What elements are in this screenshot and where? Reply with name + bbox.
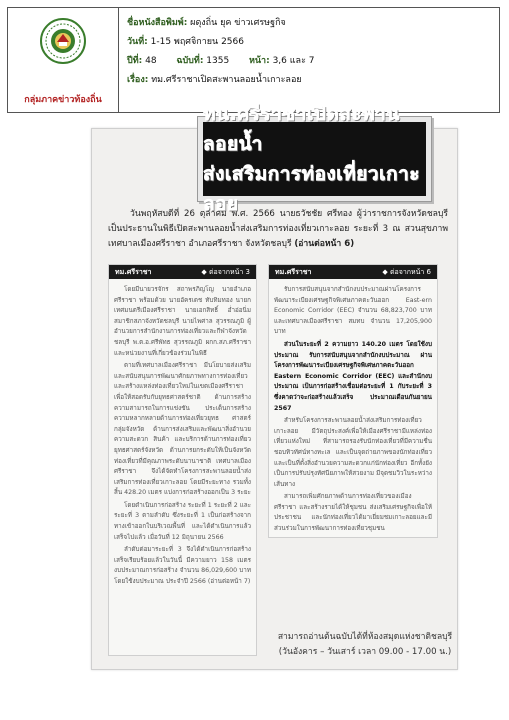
right-paragraph: ส่วนในระยะที่ 2 ความยาว 140.20 เมตร โดยใช้งบประมาณ รับการสนับสนุนจากสำนักงบประมาณ ผ่านโครงการพัฒนาระเบียงเศรษฐกิจพิเศษภาคตะวันออก Eastern Economic Corridor (EEC) และสำนักงบประมาณ เป็นการก่อสร้างเชื่อมต่อระยะที่ 1 กับระยะที่ 3 ซึ่งคาดว่าจะก่อสร้างแล้วเสร็จ ประมาณเดือนกันยายน 2567 xyxy=(274,340,432,412)
header-logo-panel xyxy=(8,8,119,112)
library-note-line-2: (วันอังคาร – วันเสาร์ เวลา 09.00 - 17.00 น.) xyxy=(278,647,452,657)
library-note xyxy=(270,630,460,660)
newspaper-label: ชื่อหนังสือพิมพ์: xyxy=(127,18,188,28)
subject-row xyxy=(127,71,499,90)
left-column-section: ทม.ศรีราชา xyxy=(115,268,152,276)
national-library-seal-icon xyxy=(40,18,86,64)
date-value: 1-15 พฤศจิกายน 2566 xyxy=(150,37,244,47)
headline-line-1: ทน.ศรีราชาเปิดสะพานลอยน้ำ xyxy=(203,103,400,155)
right-column-section: ทม.ศรีราชา xyxy=(275,268,312,276)
page-label: หน้า: xyxy=(248,56,270,66)
right-column xyxy=(268,264,438,538)
right-paragraph: สำหรับโครงการสะพานลอยน้ำส่งเสริมการท่องเที่ยวเกาะลอย มีวัตถุประสงค์เพื่อให้เมืองศรีราชามีแหล่งท่องเที่ยวแห่งใหม่ ที่สามารถรองรับนักท่องเที่ยวที่มีความชื่นชอบทิวทัศน์ทางทะเล และเป็นจุดถ่ายภาพของนักท่องเที่ยว และเป็นที่ตั้งสิ่งอำนวยความสะดวกแก่นักท่องเที่ยว อีกทั้งยังเป็นการปรับปรุงทัศนียภาพให้สวยงาม มีจุดชมวิวในระหว่างเส้นทาง xyxy=(274,417,432,488)
lead-paragraph xyxy=(108,207,448,252)
subject-label: เรื่อง: xyxy=(127,75,149,85)
issue-value: 1355 xyxy=(206,56,230,66)
left-column-body xyxy=(109,285,256,650)
headline-line-2: ส่งเสริมการท่องเที่ยวเกาะลอย xyxy=(203,163,420,215)
page-value: 3,6 และ 7 xyxy=(272,56,315,66)
right-paragraph: รับการสนับสนุนจากสำนักงบประมาณผ่านโครงการพัฒนาระเบียงเศรษฐกิจพิเศษภาคตะวันออก East-ern Economic Corridor (EEC) จำนวน 68,823,700 บาท และเทศบาลเมืองศรีราชา สมทบ จำนวน 17,205,900 บาท xyxy=(274,286,432,336)
lead-continue: (อ่านต่อหน้า 6) xyxy=(294,239,355,249)
right-paragraph: สามารถเพิ่มศักยภาพด้านการท่องเที่ยวของเมืองศรีราชา และสร้างรายได้ให้ชุมชน ส่งเสริมเศรษฐกิจเพื่อให้ประชาชน และนักท่องเที่ยวได้มาเยี่ยมชมเกาะลอยและมีส่วนร่วมในการพัฒนาการท่องเที่ยวชุมชน xyxy=(274,493,432,533)
left-paragraph: ลำดับต่อมาระยะที่ 3 จึงได้ดำเนินการก่อสร้างเสร็จเรียบร้อยแล้วในวันนี้ มีความยาว 158 เมตร งบประมาณการก่อสร้าง จำนวน 86,029,600 บาท โดยใช้งบประมาณ ประจำปี 2566 (อ่านต่อหน้า 7) xyxy=(114,546,251,586)
date-row xyxy=(127,33,499,52)
year-value: 48 xyxy=(145,56,157,66)
left-paragraph: โดยมีนายวรจักร สถาพรภิญโญ นายอำเภอศรีราชา พร้อมด้วย นายอัครเดช ทับทิมทอง นายกเทศมนตรีเมืองศรีราชา นายเอกสิทธิ์ อ่ำอ่อนิ่ม สมาชิกสภาจังหวัดชลบุรี นายไพศาล สุวรรณภูมิ ผู้อำนวยการสำนักงานการท่องเที่ยวและกีฬาจังหวัดชลบุรี พ.ต.อ.ศรีพัทธ สุวรรณภูมิ ผกก.สภ.ศรีราชา และหน่วยงานที่เกี่ยวข้องร่วมในพิธี xyxy=(114,286,251,357)
left-column-continued: ◆ ต่อจากหน้า 3 xyxy=(201,268,250,276)
left-column-header xyxy=(109,265,256,279)
right-column-body xyxy=(269,285,437,533)
header-details xyxy=(119,8,499,112)
date-label: วันที่: xyxy=(127,37,148,47)
lead-text: วันพฤหัสบดีที่ 26 ตุลาคม พ.ศ. 2566 นายธวัชชัย ศรีทอง ผู้ว่าราชการจังหวัดชลบุรี เป็นประธานในพิธีเปิดสะพานลอยน้ำส่งเสริมการท่องเที่ยวเกาะลอย ระยะที่ 3 ณ สวนสุขภาพ เทศบาลเมืองศรีราชา อำเภอศรีราชา จังหวัดชลบุรี xyxy=(108,209,448,249)
subject-value: ทม.ศรีราชาเปิดสะพานลอยน้ำเกาะลอย xyxy=(151,75,302,85)
issue-label: ฉบับที่: xyxy=(176,56,204,66)
newspaper-value: ผดุงถิ่น ยุค ข่าวเศรษฐกิจ xyxy=(190,18,286,28)
left-paragraph: ตามที่เทศบาลเมืองศรีราชา มีนโยบายส่งเสริมและสนับสนุนการพัฒนาศักยภาพทางการท่องเที่ยว และสร้างแหล่งท่องเที่ยวใหม่ในเขตเมืองศรีราชา เพื่อให้สอดรับกับยุทธศาสตร์ชาติ ด้านการสร้างความสามารถในการแข่งขัน ประเด็นการสร้างความหลากหลายด้านการท่องเที่ยวยุทธ ศาสตร์กลุ่มจังหวัด ด้านการส่งเสริมและพัฒนาสิ่งอำนวยความสะดวก สินค้า และบริการด้านการท่องเที่ยว ยุทธศาสตร์จังหวัด ด้านการยกระดับให้เป็นจังหวัดท่องเที่ยวที่มีคุณภาพระดับนานาชาติ เทศบาลเมืองศรีราชา จึงได้จัดทำโครงการสะพานลอยน้ำส่งเสริมการท่องเที่ยวเกาะลอย โดยมีระยะทาง รวมทั้งสิ้น 428.20 เมตร แบ่งการก่อสร้างออกเป็น 3 ระยะ xyxy=(114,362,251,497)
document-header xyxy=(7,7,500,113)
left-paragraph: โดยดำเนินการก่อสร้าง ระยะที่ 1 ระยะที่ 2 และระยะที่ 3 ตามลำดับ ซึ่งระยะที่ 1 เป็นก่อสร้างจากทางเข้าออกในบริเวณพื้นที่ และได้ดำเนินการแล้วเสร็จไปแล้ว เมื่อวันที่ 12 มิถุนายน 2566 xyxy=(114,501,252,541)
year-label: ปีที่: xyxy=(127,56,143,66)
newspaper-row xyxy=(127,14,499,33)
left-column xyxy=(108,264,257,656)
right-column-header xyxy=(269,265,437,279)
right-column-continued: ◆ ต่อจากหน้า 6 xyxy=(382,268,431,276)
library-note-line-1: สามารถอ่านต้นฉบับได้ที่ห้องสมุดแห่งชาติชลบุรี xyxy=(277,632,453,642)
issue-row xyxy=(127,52,499,71)
headline-banner xyxy=(197,103,432,215)
department-label: กลุ่มภาคข่าวท้องถิ่น xyxy=(24,95,102,105)
